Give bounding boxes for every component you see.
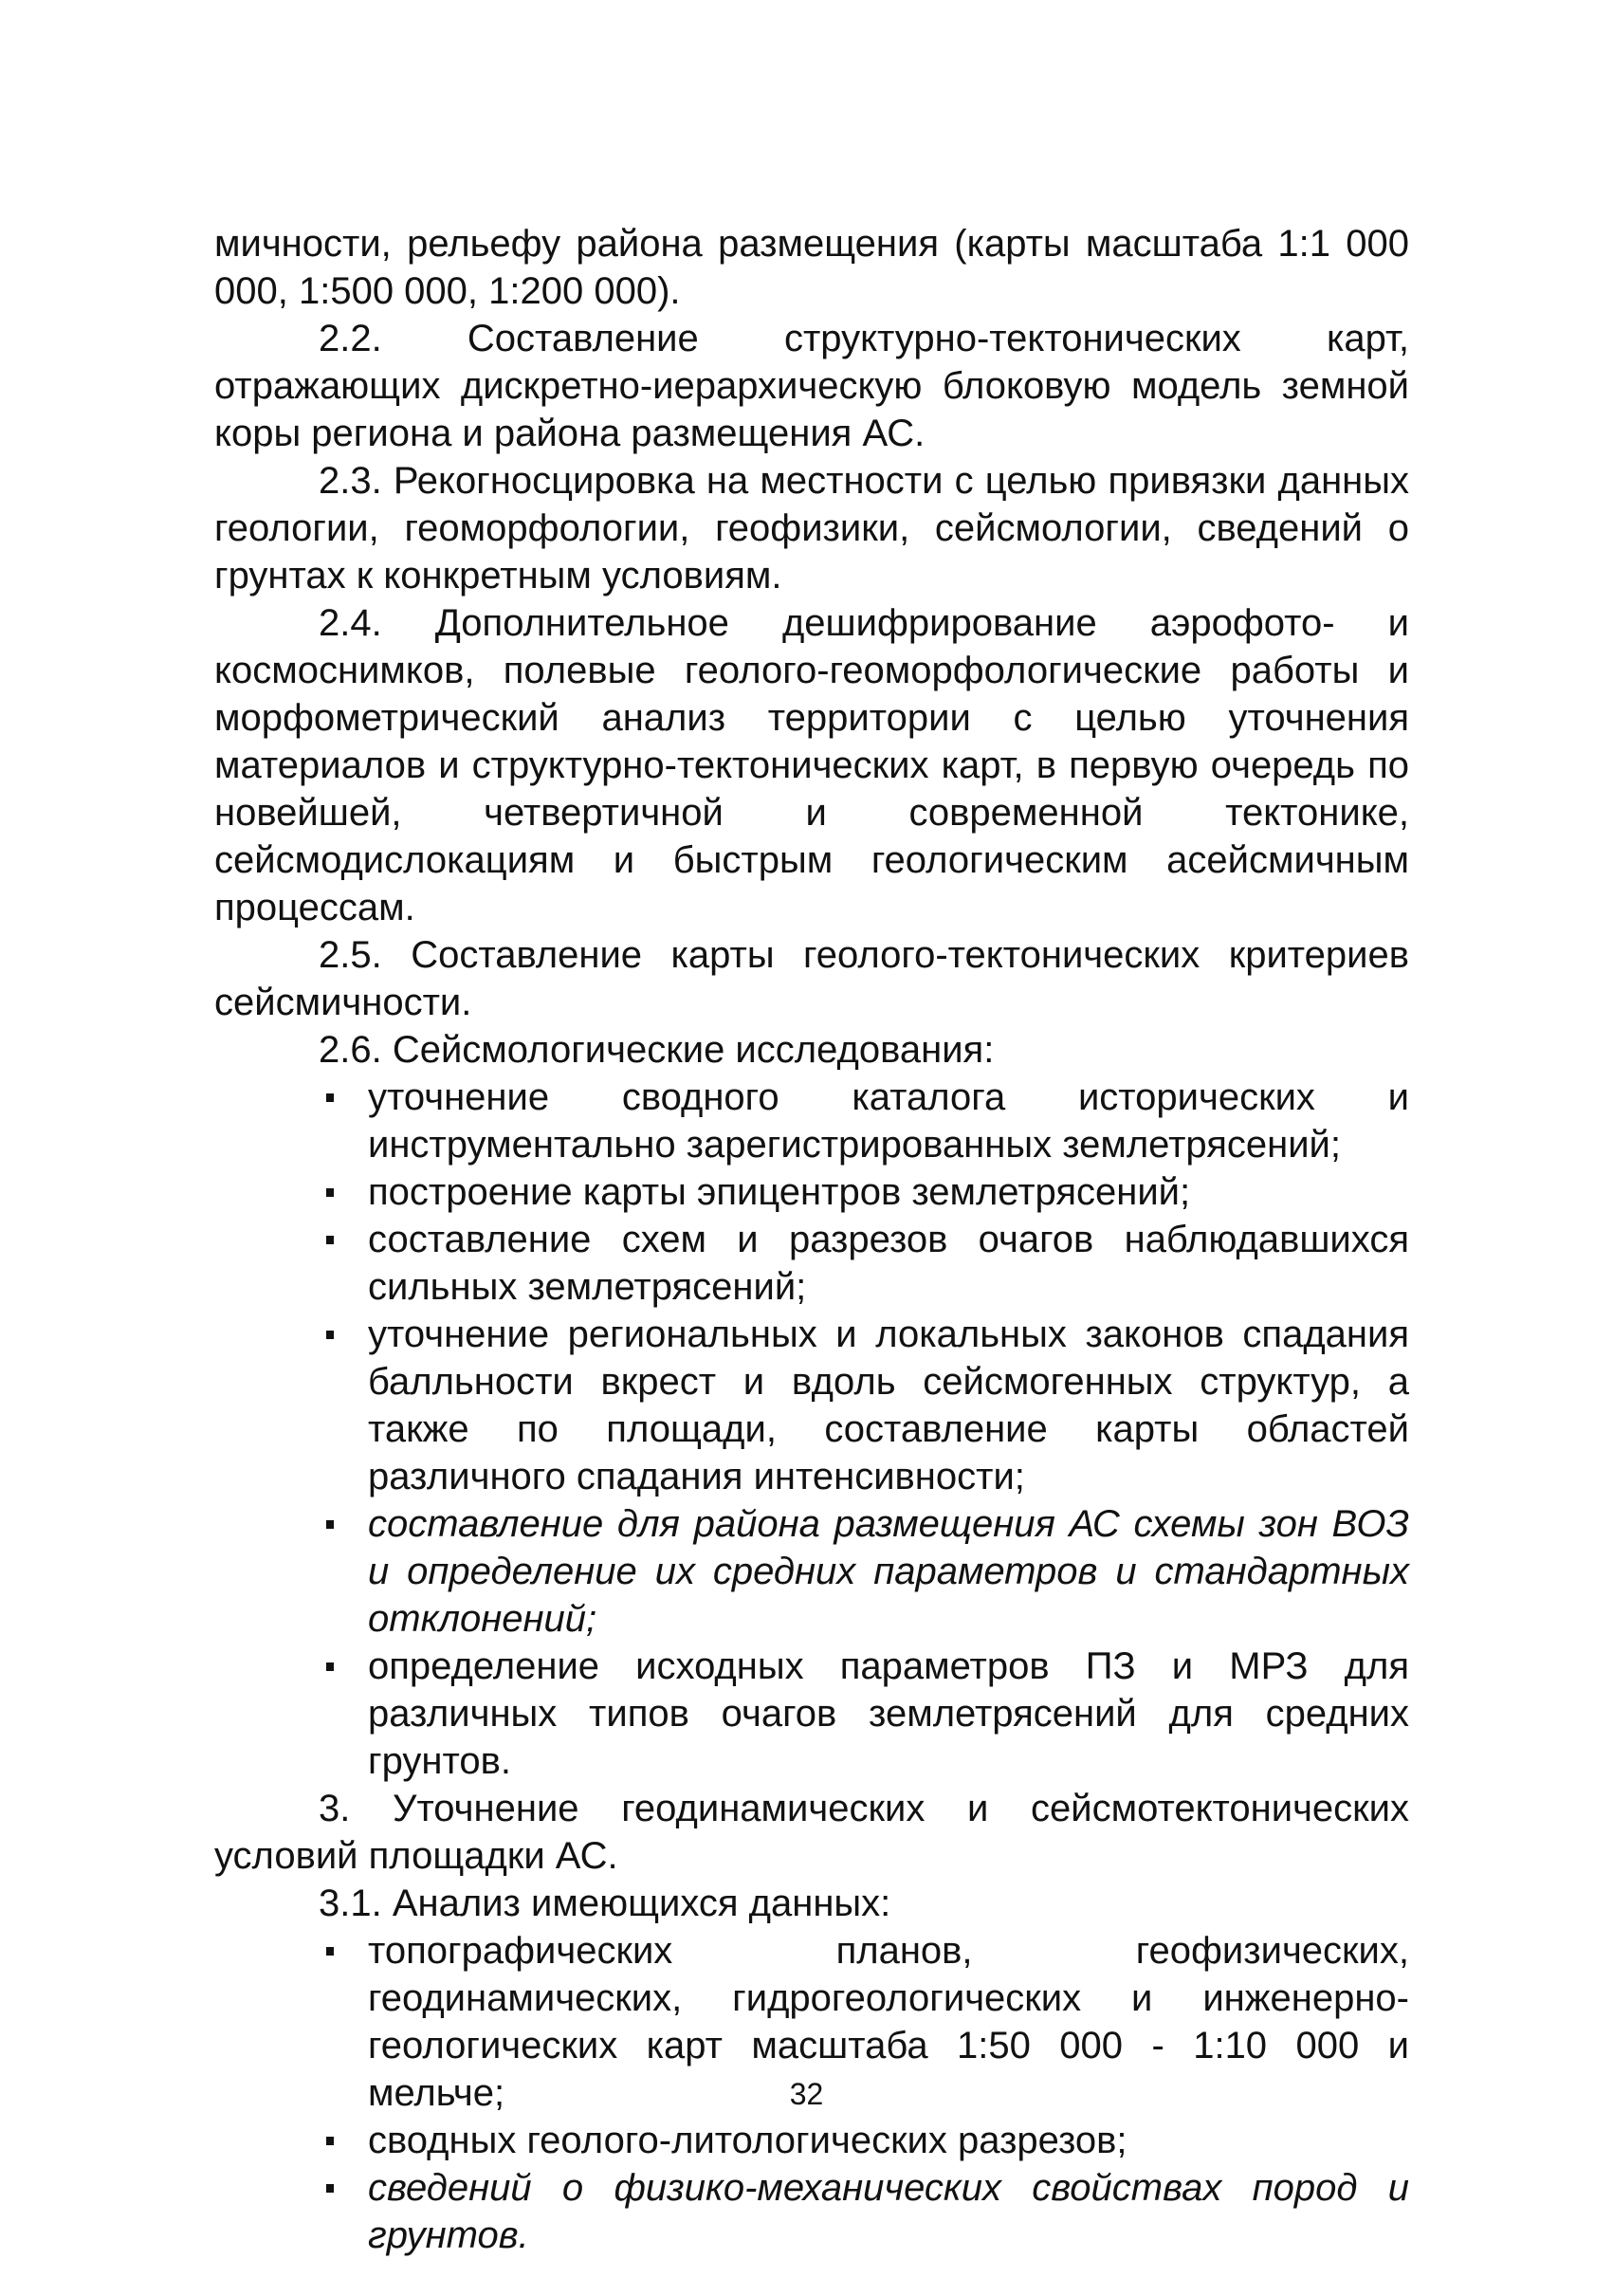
- paragraph-intro: мичности, рельефу района размещения (карты масштаба 1:1 000 000, 1:500 000, 1:200 000).: [214, 223, 1409, 312]
- page-number: 32: [789, 2077, 824, 2111]
- list-item-text: построение карты эпицентров землетрясений;: [368, 1171, 1191, 1213]
- list-item: [368, 1500, 1409, 1643]
- section-3-1-heading: 3.1. Анализ имеющихся данных:: [319, 1883, 891, 1924]
- list-item: [368, 1074, 1409, 1168]
- list-item-text: уточнение сводного каталога исторических и инструментально зарегистрированных землетрясений;: [368, 1076, 1409, 1166]
- bullet-icon: [326, 1947, 334, 1956]
- list-item-text: уточнение региональных и локальных законов спадания балльности вкрест и вдоль сейсмогенных структур, а также по площади, составление карты областей различного спадания интенсивности;: [368, 1313, 1409, 1497]
- paragraph-2-3: 2.3. Рекогносцировка на местности с целью привязки данных геологии, геоморфологии, геофизики, сейсмологии, сведений о грунтах к конкретным условиям.: [214, 460, 1409, 597]
- list-item-text: сведений о физико-механических свойствах пород и грунтов.: [368, 2167, 1409, 2256]
- bullet-icon: [326, 1236, 334, 1244]
- bullet-icon: [326, 1520, 334, 1529]
- list-item: [368, 1168, 1409, 1216]
- bullet-icon: [326, 2137, 334, 2145]
- list-item-text: составление для района размещения АС схемы зон ВОЗ и определение их средних параметров и стандартных отклонений;: [368, 1503, 1409, 1640]
- list-item: [368, 2164, 1409, 2259]
- bullet-icon: [326, 1093, 334, 1102]
- list-item: [368, 1216, 1409, 1311]
- paragraph-2-4: 2.4. Дополнительное дешифрирование аэрофото- и космоснимков, полевые геолого-геоморфологические работы и морфометрический анализ территории с целью уточнения материалов и структурно-тектонических карт, в первую очередь по новейшей, четвертичной и современной тектонике, сейсмодислокациям и быстрым геологическим асейсмичным процессам.: [214, 602, 1409, 928]
- list-item-text: определение исходных параметров ПЗ и МРЗ для различных типов очагов землетрясений для средних грунтов.: [368, 1645, 1409, 1782]
- document-body: [214, 220, 1409, 2259]
- section-2-6-list: [214, 1074, 1409, 1785]
- bullet-icon: [326, 1331, 334, 1339]
- bullet-icon: [326, 1662, 334, 1671]
- paragraph-2-5: 2.5. Составление карты геолого-тектонических критериев сейсмичности.: [214, 934, 1409, 1023]
- bullet-icon: [326, 1188, 334, 1197]
- list-item: [368, 2117, 1409, 2164]
- paragraph-2-2: 2.2. Составление структурно-тектонических карт, отражающих дискретно-иерархическую блоковую модель земной коры региона и района размещения АС.: [214, 318, 1409, 454]
- bullet-icon: [326, 2184, 334, 2193]
- section-3-paragraph: 3. Уточнение геодинамических и сейсмотектонических условий площадки АС.: [214, 1788, 1409, 1877]
- section-2-6-heading: 2.6. Сейсмологические исследования:: [319, 1029, 995, 1071]
- list-item: [368, 1643, 1409, 1785]
- list-item: [368, 1311, 1409, 1500]
- list-item-text: топографических планов, геофизических, геодинамических, гидрогеологических и инженерно-геологических карт масштаба 1:50 000 - 1:10 000 и мельче;: [368, 1930, 1409, 2114]
- list-item-text: составление схем и разрезов очагов наблюдавшихся сильных землетрясений;: [368, 1219, 1409, 1308]
- list-item-text: сводных геолого-литологических разрезов;: [368, 2120, 1127, 2161]
